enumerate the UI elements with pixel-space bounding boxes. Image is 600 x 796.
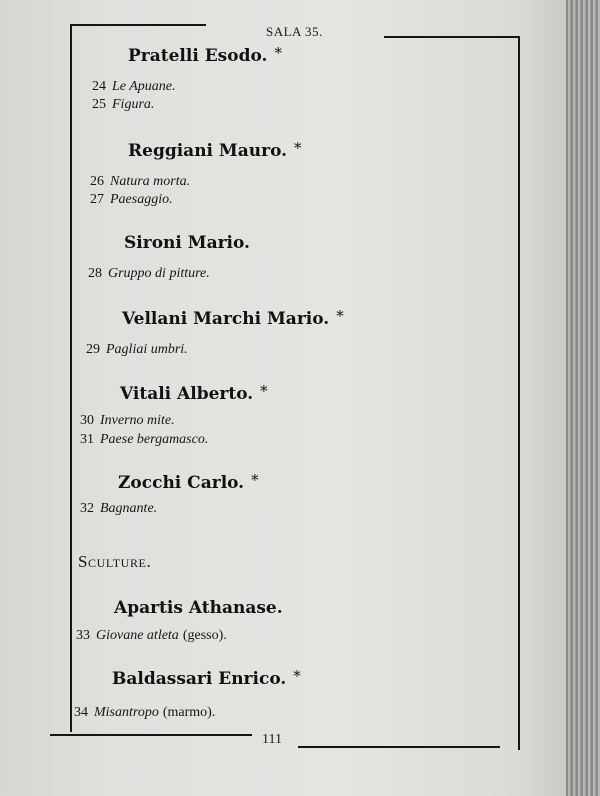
- work-number: 26: [90, 174, 104, 189]
- work-medium: (marmo).: [162, 705, 216, 720]
- artist-name: [124, 233, 250, 253]
- work-entry: [74, 705, 215, 721]
- asterisk-mark: *: [251, 471, 259, 489]
- artist-name: [114, 598, 283, 618]
- asterisk-mark: *: [260, 382, 268, 400]
- work-entry: [86, 342, 188, 358]
- artist-name-text: Baldassari Enrico.: [112, 669, 287, 689]
- work-medium: (gesso).: [182, 628, 227, 643]
- work-entry: [92, 97, 154, 113]
- artist-name: [118, 473, 259, 493]
- work-entry: [92, 79, 176, 95]
- artist-name-text: Sironi Mario.: [124, 233, 250, 253]
- work-number: 34: [74, 705, 88, 720]
- work-title: Giovane atleta: [96, 628, 179, 643]
- work-title: Pagliai umbri.: [106, 342, 188, 357]
- work-title: Inverno mite.: [100, 413, 175, 428]
- work-title: Paese bergamasco.: [100, 432, 209, 447]
- frame-rule-top-right: [384, 36, 520, 38]
- work-title: Misantropo: [94, 705, 159, 720]
- frame-rule-left: [70, 24, 72, 732]
- work-entry: [80, 413, 175, 429]
- work-title: Gruppo di pitture.: [108, 266, 210, 281]
- work-number: 24: [92, 79, 106, 94]
- bleed-through-text: [320, 52, 326, 72]
- asterisk-mark: *: [293, 667, 301, 685]
- page-stack-edge: [566, 0, 600, 796]
- work-entry: [80, 432, 208, 448]
- work-entry: [76, 628, 227, 644]
- artist-name: [128, 46, 282, 66]
- work-number: 31: [80, 432, 94, 447]
- artist-name-text: Zocchi Carlo.: [118, 473, 245, 493]
- frame-rule-top-left: [70, 24, 206, 26]
- work-entry: [88, 266, 210, 282]
- work-number: 33: [76, 628, 90, 643]
- artist-name: [122, 309, 344, 329]
- work-entry: [90, 192, 173, 208]
- artist-name-text: Reggiani Mauro.: [128, 141, 288, 161]
- work-title: Paesaggio.: [110, 192, 173, 207]
- work-number: 27: [90, 192, 104, 207]
- work-entry: [80, 501, 157, 517]
- asterisk-mark: *: [294, 139, 302, 157]
- work-title: Natura morta.: [110, 174, 191, 189]
- artist-name-text: Pratelli Esodo.: [128, 46, 268, 66]
- artist-name: [112, 669, 301, 689]
- work-number: 32: [80, 501, 94, 516]
- asterisk-mark: *: [274, 44, 282, 62]
- work-number: 30: [80, 413, 94, 428]
- work-number: 29: [86, 342, 100, 357]
- work-number: 25: [92, 97, 106, 112]
- artist-name-text: Vellani Marchi Mario.: [122, 309, 330, 329]
- work-entry: [90, 174, 190, 190]
- running-head: SALA 35.: [266, 24, 323, 39]
- page-number: 111: [262, 732, 282, 747]
- artist-name: [128, 141, 302, 161]
- work-number: 28: [88, 266, 102, 281]
- artist-name-text: Apartis Athanase.: [114, 598, 283, 618]
- frame-rule-bottom-left: [50, 734, 252, 736]
- section-heading: Sculture.: [78, 552, 152, 571]
- asterisk-mark: *: [336, 307, 344, 325]
- work-title: Figura.: [112, 97, 155, 112]
- frame-rule-right: [518, 36, 520, 750]
- artist-name-text: Vitali Alberto.: [120, 384, 254, 404]
- work-title: Bagnante.: [100, 501, 158, 516]
- frame-rule-bottom-right: [298, 746, 500, 748]
- artist-name: [120, 384, 268, 404]
- work-title: Le Apuane.: [112, 79, 176, 94]
- bleed-through-lines: [300, 96, 480, 267]
